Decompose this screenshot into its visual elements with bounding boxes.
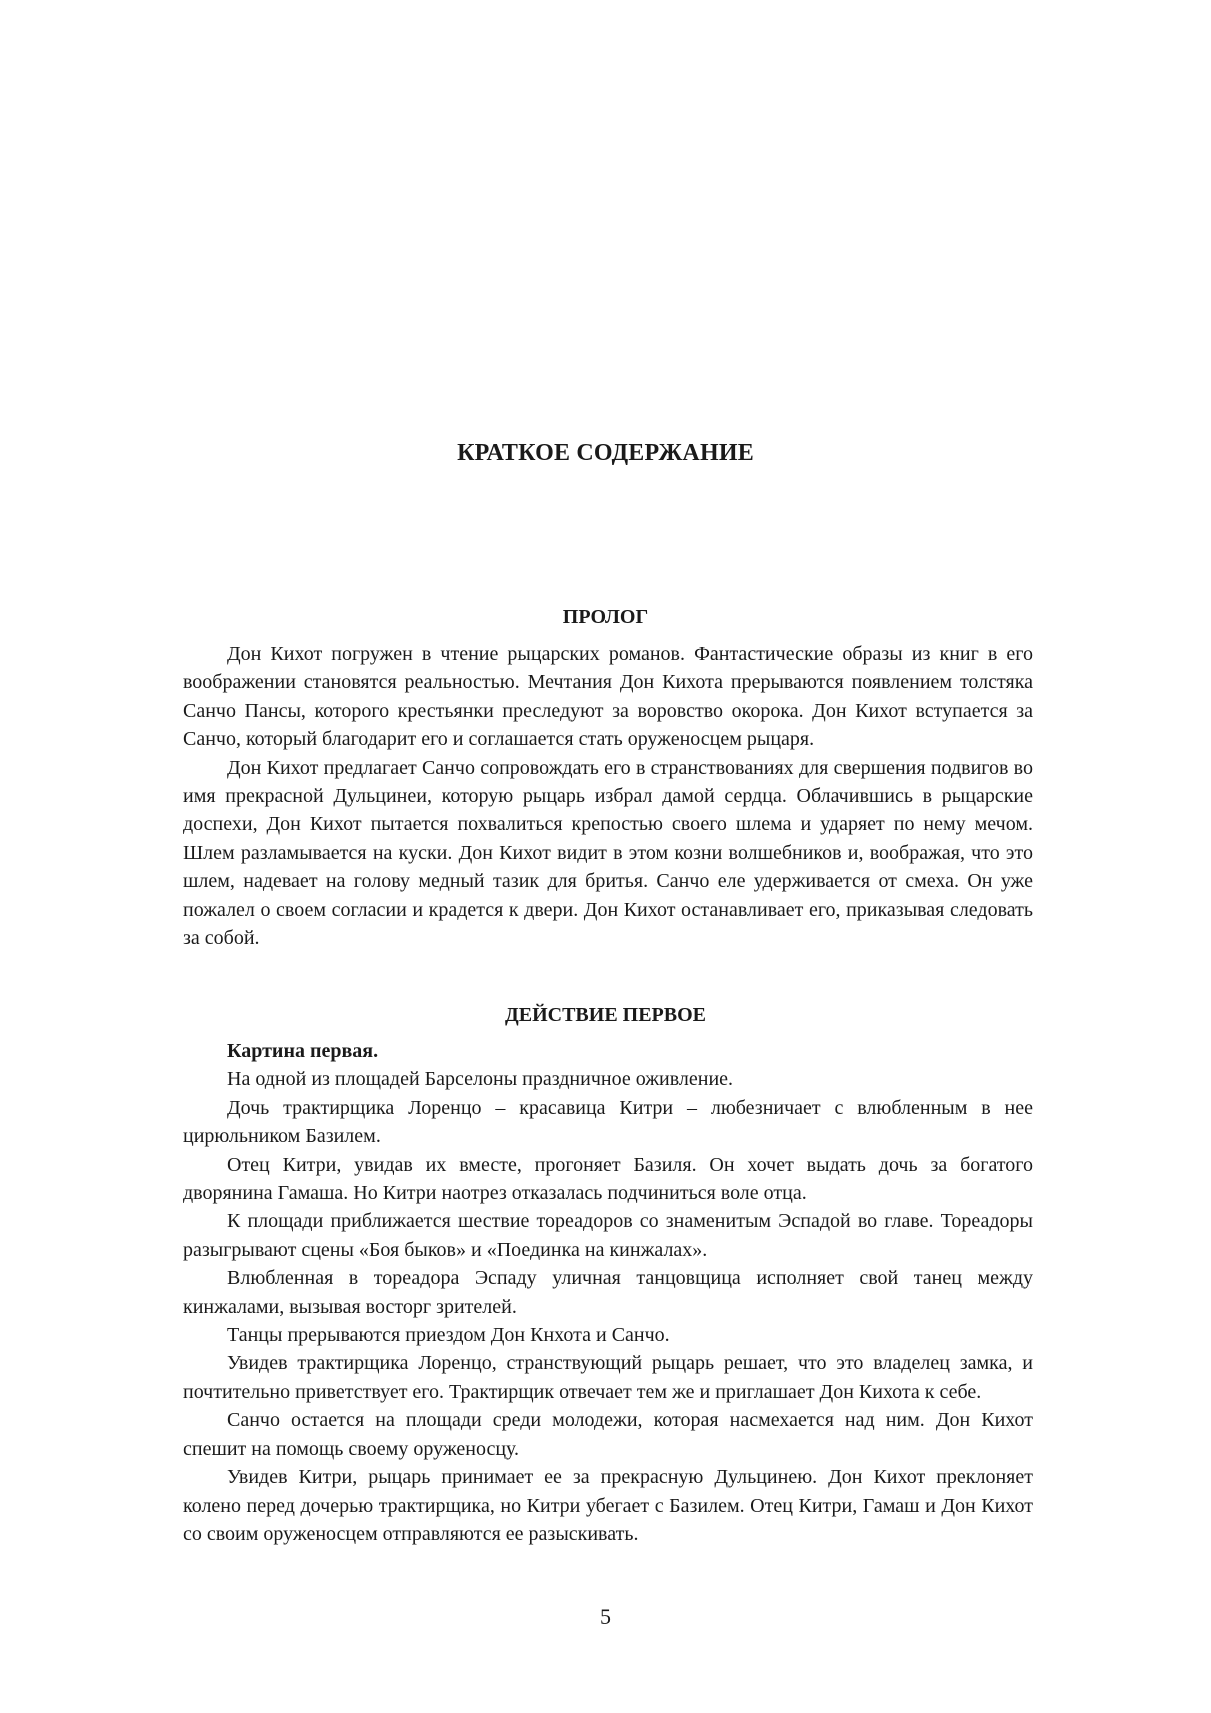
prologue-heading: ПРОЛОГ bbox=[562, 605, 649, 628]
act1-paragraph: Отец Китри, увидав их вместе, прогоняет Базиля. Он хочет выдать дочь за богатого дворянина Гамаша. Но Китри наотрез отказалась подчиниться воле отца. bbox=[183, 1153, 1033, 1205]
act1-paragraph: К площади приближается шествие тореадоров со знаменитым Эспадой во главе. Тореадоры разыгрывают сцены «Боя быков» и «Поединка на кинжалах». bbox=[183, 1210, 1033, 1261]
act1-paragraph: Дочь трактирщика Лоренцо – красавица Китри – любезничает с влюбленным в нее цирюльником Базилем. bbox=[183, 1096, 1033, 1148]
page-number: 5 bbox=[600, 1604, 611, 1629]
act1-paragraph: Танцы прерываются приездом Дон Кнхота и Санчо. bbox=[227, 1324, 670, 1347]
act1-paragraph: Увидев трактирщика Лоренцо, странствующий рыцарь решает, что это владелец замка, и почтительно приветствует его. Трактирщик отвечает тем же и приглашает Дон Кихота к себе. bbox=[183, 1352, 1033, 1403]
prologue-paragraph: Дон Кихот погружен в чтение рыцарских романов. Фантастические образы из книг в его воображении становятся реальностью. Мечтания Дон Кихота прерываются появлением толстяка Санчо Пансы, которого крестьянки преследуют за воровство окорока. Дон Кихот вступается за Санчо, который благодарит его и соглашается стать оруженосцем рыцаря. bbox=[183, 643, 1033, 751]
prologue-body bbox=[183, 640, 1033, 952]
act1-paragraph: Увидев Китри, рыцарь принимает ее за прекрасную Дульцинею. Дон Кихот преклоняет колено перед дочерью трактирщика, но Китри убегает с Базилем. Отец Китри, Гамаш и Дон Кихот со своим оруженосцем отправляются ее разыскивать. bbox=[183, 1466, 1033, 1545]
act1-paragraph: Санчо остается на площади среди молодежи, которая насмехается над ним. Дон Кихот спешит на помощь своему оруженосцу. bbox=[183, 1409, 1033, 1460]
act1-heading: ДЕЙСТВИЕ ПЕРВОЕ bbox=[504, 1003, 707, 1026]
act1-body bbox=[183, 1037, 1033, 1548]
act1-paragraph: Влюбленная в тореадора Эспаду уличная танцовщица исполняет свой танец между кинжалами, вызывая восторг зрителей. bbox=[183, 1267, 1033, 1318]
prologue-paragraph: Дон Кихот предлагает Санчо сопровождать его в странствованиях для свершения подвигов во имя прекрасной Дульцинеи, которую рыцарь избрал дамой сердца. Облачившись в рыцарские доспехи, Дон Кихот пытается похвалиться крепостью своего шлема и ударяет по нему мечом. Шлем разламывается на куски. Дон Кихот видит в этом козни волшебников и, воображая, что это шлем, надевает на голову медный тазик для бритья. Санчо еле удерживается от смеха. Он уже пожалел о своем согласии и крадется к двери. Дон Кихот останавливает его, приказывая следовать за собой. bbox=[183, 756, 1033, 950]
scene-label: Картина первая. bbox=[227, 1040, 379, 1062]
act1-paragraph: На одной из площадей Барселоны праздничное оживление. bbox=[227, 1068, 734, 1091]
page-title: КРАТКОЕ СОДЕРЖАНИЕ bbox=[457, 440, 754, 467]
